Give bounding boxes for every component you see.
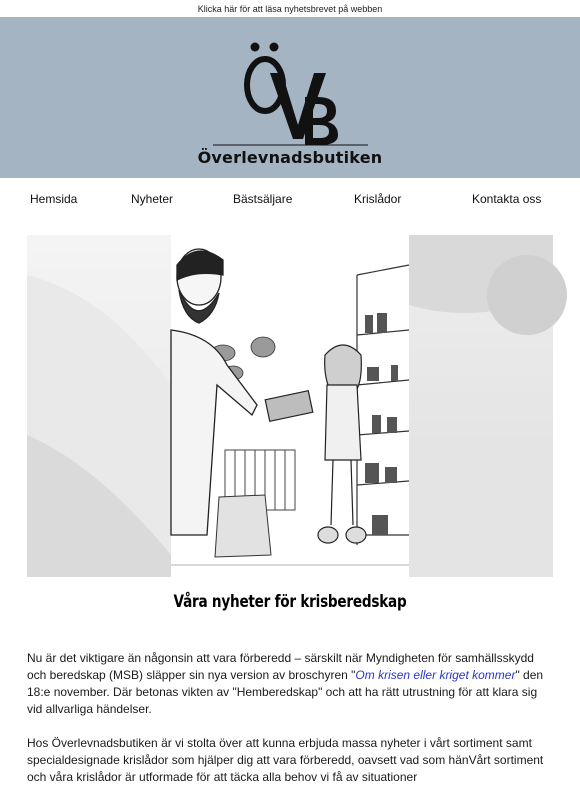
- article-paragraph-2: Hos Överlevnadsbutiken är vi stolta över att kunna erbjuda massa nyheter i vårt sortiment samt specialdesignade krislådor som hjälper dig att vara förberedd, oavsett vad som hänVårt sortiment och våra krislådor är utformade för att täcka alla behov vi få av situationer: [27, 736, 544, 784]
- article-paragraph-1: Nu är det viktigare än någonsin att vara förberedd – särskilt när Myndigheten för samhällsskydd och beredskap (MSB) släpper sin nya version av broschyren "Om krisen eller kriget kommer" den 18:e november. Där betonas vikten av "Hemberedskap" och att ha rätt utrustning för att klara sig vid allvarliga händelser.: [27, 651, 544, 716]
- view-in-browser-bar: [0, 0, 580, 17]
- nav-item-bastsaljare[interactable]: Bästsäljare: [233, 192, 293, 206]
- msb-brochure-link[interactable]: Om krisen eller kriget kommer: [355, 668, 516, 682]
- hero-illustration[interactable]: [27, 235, 553, 577]
- article-headline: Våra nyheter för krisberedskap: [173, 592, 407, 612]
- brand-name: Överlevnadsbutiken: [197, 148, 383, 167]
- main-nav: [0, 178, 580, 222]
- nav-item-kontakta-oss[interactable]: Kontakta oss: [472, 192, 542, 206]
- nav-item-nyheter[interactable]: Nyheter: [131, 192, 174, 206]
- view-in-browser-link[interactable]: Klicka här för att läsa nyhetsbrevet på webben: [197, 3, 383, 14]
- nav-item-krisladar[interactable]: Krislådor: [354, 192, 402, 206]
- header-banner: [0, 17, 580, 178]
- nav-item-hemsida[interactable]: Hemsida: [30, 192, 78, 206]
